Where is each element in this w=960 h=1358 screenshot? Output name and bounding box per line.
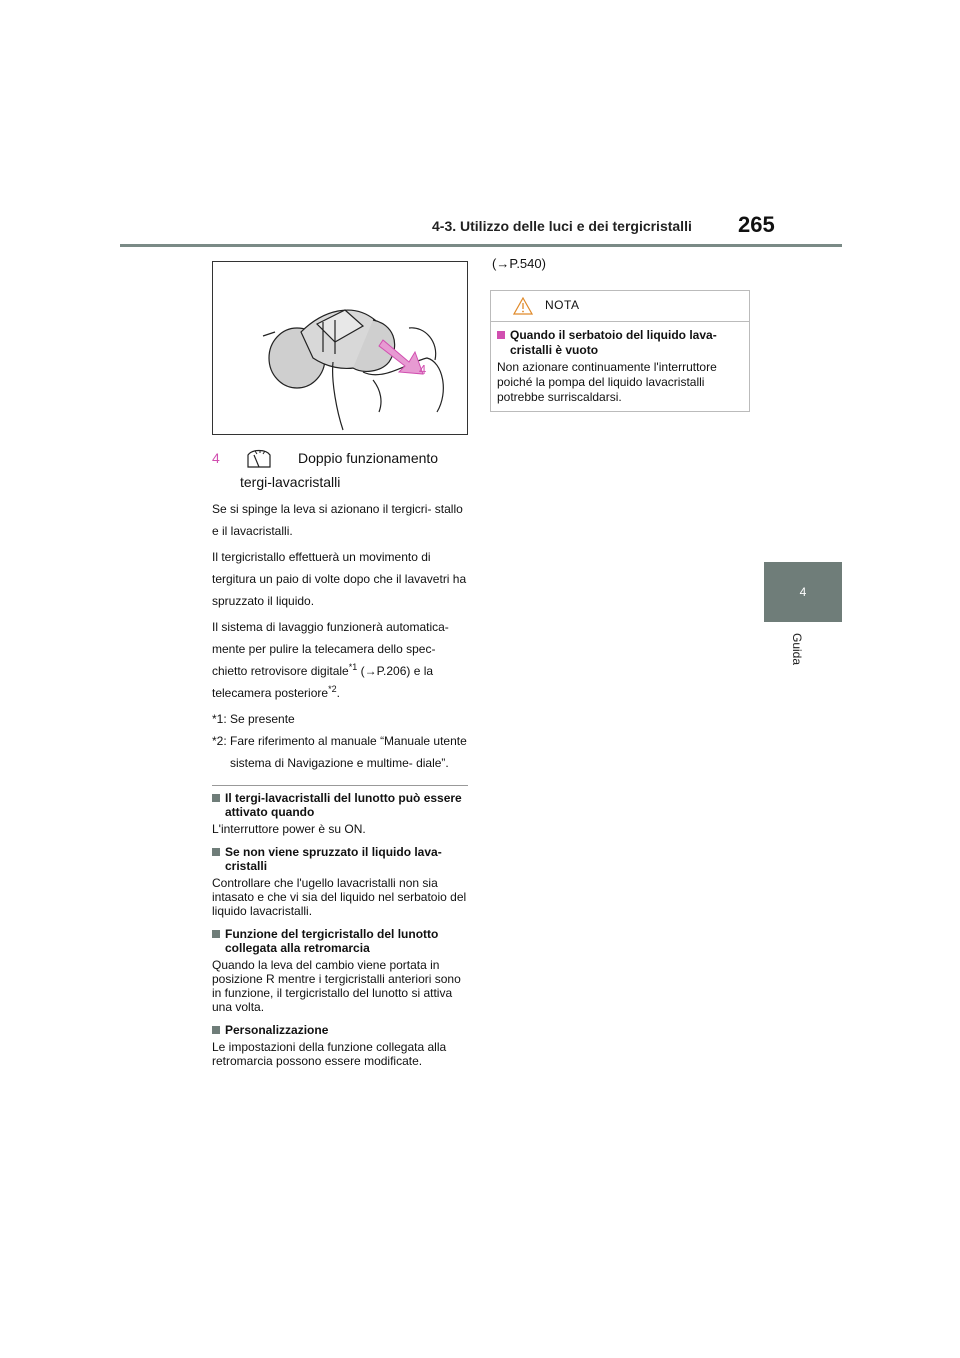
paragraph: Il tergicristallo effettuerà un movimento di tergitura un paio di volte dopo che il lavavetri ha spruzzato il liquido. — [212, 550, 467, 608]
nota-header — [491, 291, 749, 322]
section-title: 4-3. Utilizzo delle luci e dei tergicristalli — [432, 218, 692, 234]
footnote: *2: Fare riferimento al manuale “Manuale utente sistema di Navigazione e multime- diale”. — [212, 734, 467, 770]
page-reference-link[interactable]: (→P.540) — [492, 256, 546, 271]
page-number: 265 — [738, 212, 775, 237]
item-body — [212, 498, 470, 774]
paragraph: Se si spinge la leva si azionano il tergicri- stallo e il lavacristalli. — [212, 502, 463, 538]
chapter-tab — [764, 562, 842, 622]
section-body: Quando la leva del cambio viene portata in posizione R mentre i tergicristalli anteriori sono in funzione, il tergicristallo del lunotto si attiva una volta. — [212, 958, 461, 1014]
item-heading — [212, 446, 470, 470]
info-section — [212, 927, 470, 1014]
item-title-line2: tergi-lavacristalli — [240, 474, 341, 490]
item-number: 4 — [212, 450, 220, 466]
wiper-lever-illustration — [212, 261, 468, 435]
nota-title: Quando il serbatoio del liquido lava- cristalli è vuoto — [510, 328, 717, 357]
info-sections — [212, 791, 470, 1077]
footnote-ref: *2 — [328, 684, 337, 694]
footnote-ref: *1 — [348, 662, 358, 672]
chapter-label: Guida — [790, 633, 804, 666]
washer-wiper-icon — [240, 446, 298, 468]
nota-box — [490, 290, 750, 412]
section-heading: Se non viene spruzzato il liquido lava- cristalli — [225, 845, 442, 873]
chapter-number: 4 — [799, 585, 807, 599]
section-heading: Personalizzazione — [225, 1023, 329, 1037]
square-bullet-icon — [497, 331, 505, 339]
section-body: Controllare che l'ugello lavacristalli non sia intasato e che vi sia del liquido nel serbatoio del liquido lavacristalli. — [212, 876, 467, 918]
section-heading: Il tergi-lavacristalli del lunotto può essere attivato quando — [225, 791, 462, 819]
warning-triangle-icon — [513, 297, 533, 320]
section-body: Le impostazioni della funzione collegata alla retromarcia possono essere modificate. — [212, 1040, 447, 1068]
info-section — [212, 791, 470, 836]
header-rule — [120, 244, 842, 247]
footnote: *1: Se presente — [212, 712, 295, 726]
section-divider — [212, 785, 468, 786]
callout-number: 4 — [419, 362, 427, 377]
item-description — [212, 446, 470, 774]
info-section — [212, 1023, 470, 1068]
nota-text: Non azionare continuamente l'interruttore poiché la pompa del liquido lavacristalli potrebbe surriscaldarsi. — [497, 360, 717, 404]
square-bullet-icon — [212, 794, 220, 802]
lever-hand-drawing — [213, 262, 468, 435]
section-heading: Funzione del tergicristallo del lunotto collegata alla retromarcia — [225, 927, 439, 955]
nota-label: NOTA — [545, 298, 580, 312]
square-bullet-icon — [212, 1026, 220, 1034]
square-bullet-icon — [212, 848, 220, 856]
section-body: L'interruttore power è su ON. — [212, 822, 366, 836]
paragraph-camera-cleaning: Il sistema di lavaggio funzionerà automatica- mente per pulire la telecamera dello spec- chietto retrovisore digitale$^{*1}$ (→P.206) e la telecamera posteriore$^{*2}$. — [212, 620, 449, 700]
square-bullet-icon — [212, 930, 220, 938]
info-section — [212, 845, 470, 918]
item-title-line1: Doppio funzionamento — [298, 450, 439, 466]
nota-content — [491, 322, 749, 405]
